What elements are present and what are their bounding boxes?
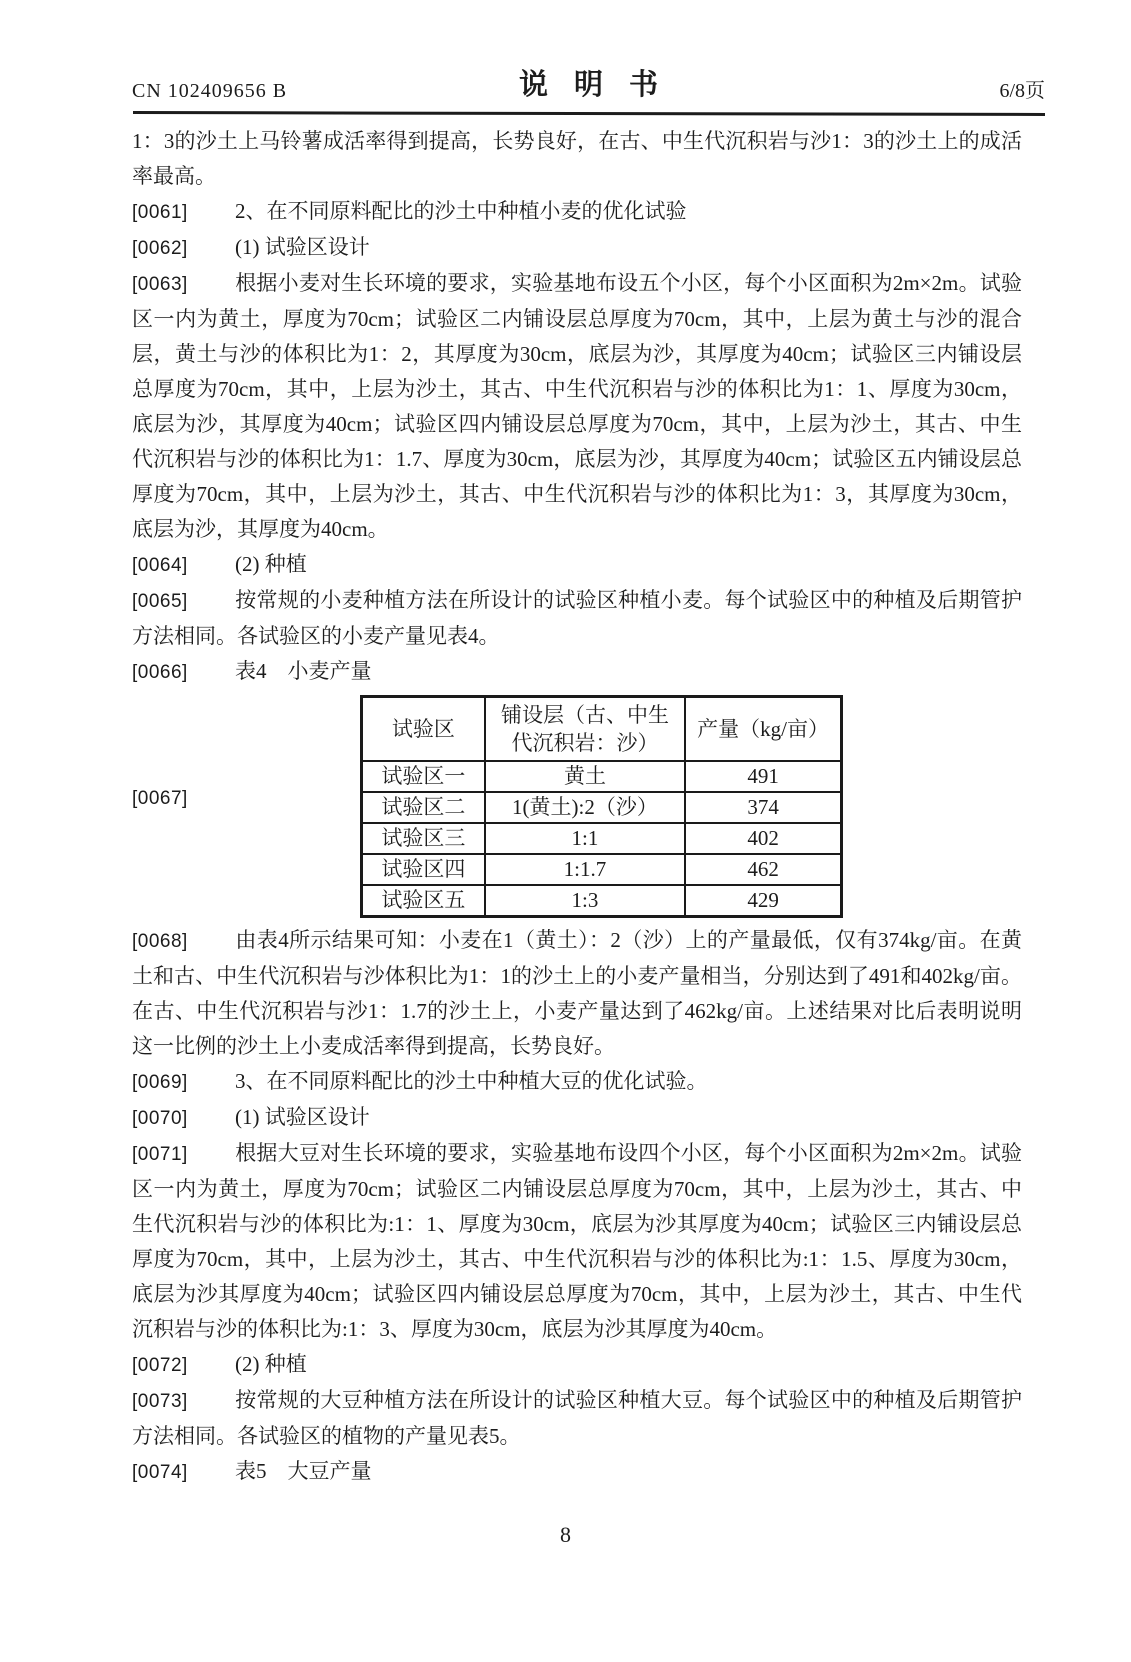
column-header-test-zone: 试验区 xyxy=(362,697,485,762)
paragraph-0068 xyxy=(132,923,1022,1064)
cell-zone: 试验区五 xyxy=(362,885,485,917)
paragraph-text: 表4 小麦产量 xyxy=(235,659,372,683)
cell-layer: 1:1.7 xyxy=(485,854,685,885)
paragraph-0074-table5-caption xyxy=(132,1454,1022,1490)
paragraph-text: 2、在不同原料配比的沙土中种植小麦的优化试验 xyxy=(235,199,687,223)
paragraph-number: [0068] xyxy=(132,931,188,952)
paragraph-number: [0070] xyxy=(132,1108,188,1129)
paragraph-0073 xyxy=(132,1383,1022,1454)
column-header-yield: 产量（kg/亩） xyxy=(685,697,841,762)
paragraph-0072 xyxy=(132,1347,1022,1383)
table-4-block xyxy=(132,693,1022,919)
paragraph-number: [0062] xyxy=(132,238,188,259)
paragraph-continuation xyxy=(132,124,1022,194)
cell-zone: 试验区三 xyxy=(362,823,485,854)
page-indicator: 6/8页 xyxy=(999,80,1045,102)
paragraph-0071 xyxy=(132,1136,1022,1347)
paragraph-0070 xyxy=(132,1100,1022,1136)
page-header xyxy=(132,62,1045,103)
paragraph-number: [0065] xyxy=(132,591,188,612)
paragraph-text: 表5 大豆产量 xyxy=(235,1459,372,1483)
patent-document-page xyxy=(0,62,1131,1662)
paragraph-text: 由表4所示结果可知：小麦在1（黄土）：2（沙）上的产量最低，仅有374kg/亩。在黄土和古、中生代沉积岩与沙体积比为1：1的沙土上的小麦产量相当，分别达到了491和402kg/亩。在古、中生代沉积岩与沙1：1.7的沙土上，小麦产量达到了462kg/亩。上述结果对比后表明说明这一比例的沙土上小麦成活率得到提高，长势良好。 xyxy=(132,928,1022,1058)
column-header-layer-ratio: 铺设层（古、中生代沉积岩：沙） xyxy=(485,697,685,762)
paragraph-text: 根据小麦对生长环境的要求，实验基地布设五个小区，每个小区面积为2m×2m。试验区一内为黄土，厚度为70cm；试验区二内铺设层总厚度为70cm，其中，上层为黄土与沙的混合层，黄土与沙的体积比为1：2，其厚度为30cm，底层为沙，其厚度为40cm；试验区三内铺设层总厚度为70cm，其中，上层为沙土，其古、中生代沉积岩与沙的体积比为1：1、厚度为30cm，底层为沙，其厚度为40cm；试验区四内铺设层总厚度为70cm，其中，上层为沙土，其古、中生代沉积岩与沙的体积比为1：1.7、厚度为30cm，底层为沙，其厚度为40cm；试验区五内铺设层总厚度为70cm，其中，上层为沙土，其古、中生代沉积岩与沙的体积比为1：3，其厚度为30cm，底层为沙，其厚度为40cm。 xyxy=(132,271,1022,541)
table-row xyxy=(362,761,842,792)
paragraph-number: [0069] xyxy=(132,1072,188,1093)
table-header-row xyxy=(362,697,842,762)
cell-zone: 试验区一 xyxy=(362,761,485,792)
paragraph-number: [0063] xyxy=(132,274,188,295)
paragraph-0061 xyxy=(132,194,1022,230)
cell-layer: 1:3 xyxy=(485,885,685,917)
paragraph-0062 xyxy=(132,230,1022,266)
paragraph-0063 xyxy=(132,266,1022,547)
paragraph-text: 3、在不同原料配比的沙土中种植大豆的优化试验。 xyxy=(235,1069,708,1093)
table-row xyxy=(362,792,842,823)
cell-zone: 试验区四 xyxy=(362,854,485,885)
table-row xyxy=(362,854,842,885)
header-divider xyxy=(133,111,1045,116)
paragraph-number: [0064] xyxy=(132,555,188,576)
paragraph-0066-table-caption xyxy=(132,654,1022,690)
cell-layer: 1:1 xyxy=(485,823,685,854)
paragraph-number: [0066] xyxy=(132,662,188,683)
paragraph-text: 按常规的小麦种植方法在所设计的试验区种植小麦。每个试验区中的种植及后期管护方法相同。各试验区的小麦产量见表4。 xyxy=(132,588,1022,648)
paragraph-text: (1) 试验区设计 xyxy=(235,1105,370,1129)
table-4-wheat-yield xyxy=(360,695,843,918)
paragraph-0069 xyxy=(132,1064,1022,1100)
paragraph-text: 1：3的沙土上马铃薯成活率得到提高，长势良好，在古、中生代沉积岩与沙1：3的沙土上的成活率最高。 xyxy=(132,129,1022,188)
cell-yield: 462 xyxy=(685,854,841,885)
page-number: 8 xyxy=(560,1522,571,1547)
cell-yield: 374 xyxy=(685,792,841,823)
paragraph-number: [0067] xyxy=(132,788,188,809)
paragraph-number: [0074] xyxy=(132,1462,188,1483)
paragraph-text: 按常规的大豆种植方法在所设计的试验区种植大豆。每个试验区中的种植及后期管护方法相同。各试验区的植物的产量见表5。 xyxy=(132,1388,1022,1448)
document-body xyxy=(132,124,1022,1490)
table-row xyxy=(362,823,842,854)
paragraph-0065 xyxy=(132,583,1022,654)
cell-yield: 429 xyxy=(685,885,841,917)
paragraph-text: 根据大豆对生长环境的要求，实验基地布设四个小区，每个小区面积为2m×2m。试验区一内为黄土，厚度为70cm；试验区二内铺设层总厚度为70cm，其中，上层为沙土，其古、中生代沉积岩与沙的体积比为:1：1、厚度为30cm，底层为沙其厚度为40cm；试验区三内铺设层总厚度为70cm，其中，上层为沙土，其古、中生代沉积岩与沙的体积比为:1：1.5、厚度为30cm，底层为沙其厚度为40cm；试验区四内铺设层总厚度为70cm，其中，上层为沙土，其古、中生代沉积岩与沙的体积比为:1：3、厚度为30cm，底层为沙其厚度为40cm。 xyxy=(132,1141,1022,1341)
cell-yield: 491 xyxy=(685,761,841,792)
paragraph-text: (2) 种植 xyxy=(235,552,307,576)
paragraph-number: [0072] xyxy=(132,1355,188,1376)
paragraph-text: (1) 试验区设计 xyxy=(235,235,370,259)
cell-layer: 黄土 xyxy=(485,761,685,792)
document-number: CN 102409656 B xyxy=(132,80,288,102)
paragraph-text: (2) 种植 xyxy=(235,1352,307,1376)
paragraph-0064 xyxy=(132,547,1022,583)
paragraph-number: [0073] xyxy=(132,1391,188,1412)
cell-yield: 402 xyxy=(685,823,841,854)
paragraph-number: [0071] xyxy=(132,1144,188,1165)
cell-zone: 试验区二 xyxy=(362,792,485,823)
table-row xyxy=(362,885,842,917)
page-title: 说明书 xyxy=(518,69,684,101)
cell-layer: 1(黄土):2（沙） xyxy=(485,792,685,823)
paragraph-number: [0061] xyxy=(132,202,188,223)
